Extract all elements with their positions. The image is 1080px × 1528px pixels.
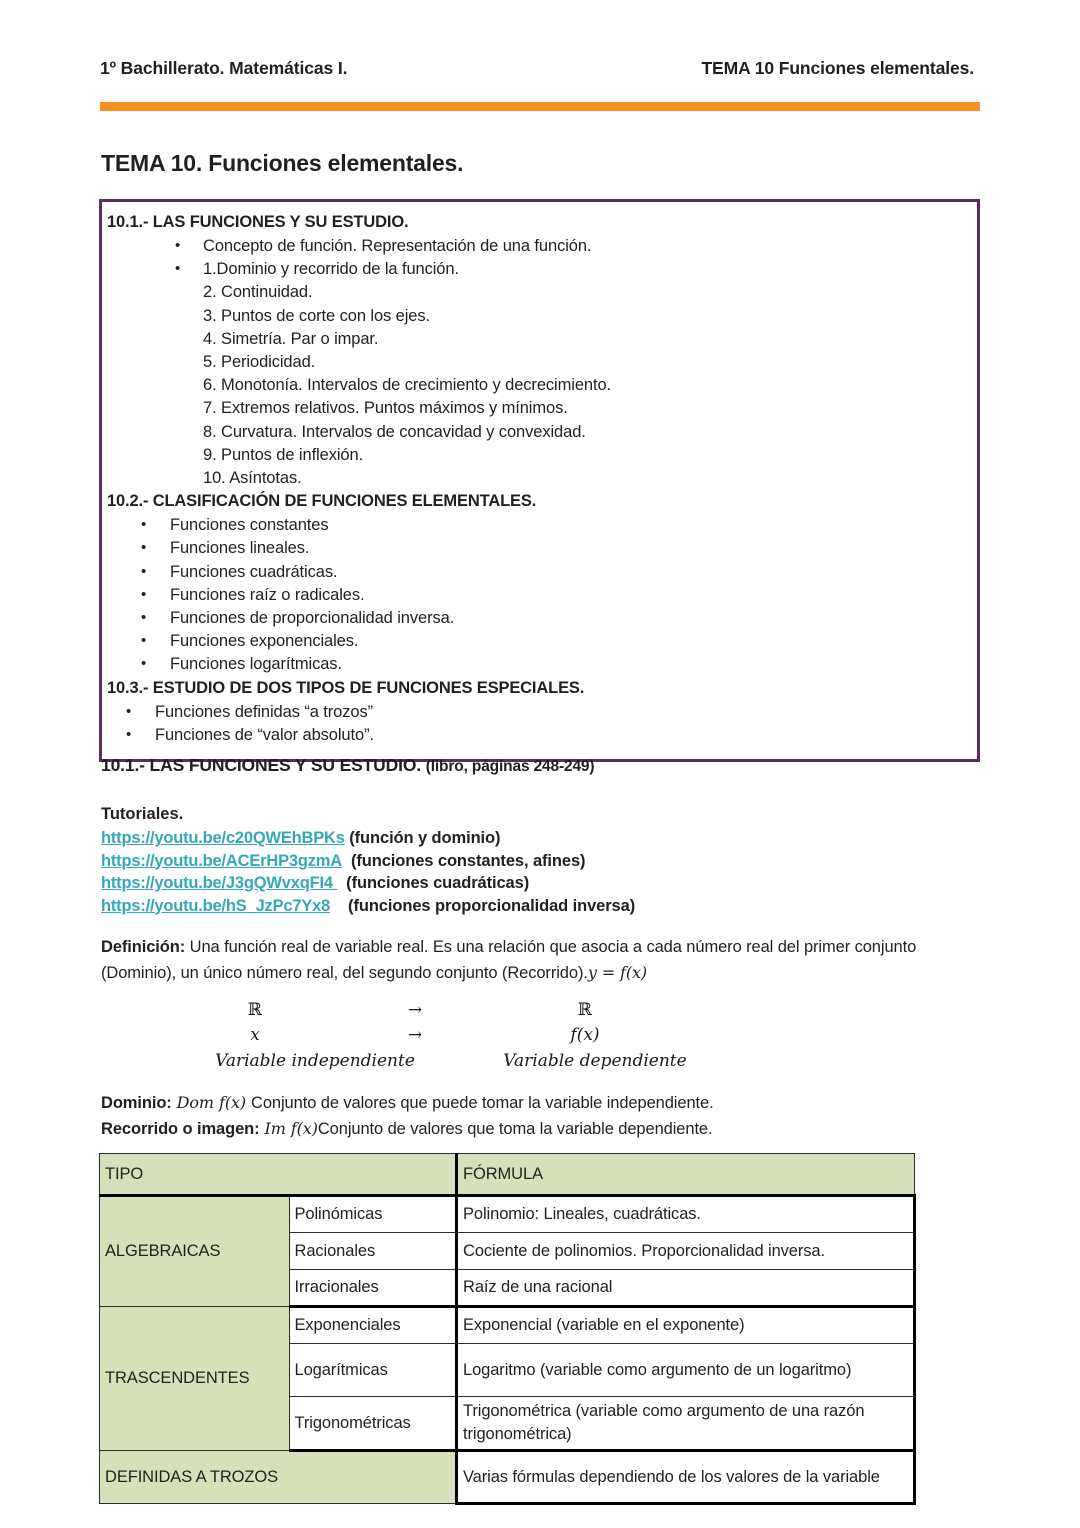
table-cell-subtype: Trigonométricas	[289, 1397, 457, 1451]
header-left-text: 1º Bachillerato. Matemáticas I.	[100, 58, 348, 78]
list-item: • Funciones raíz o radicales.	[102, 584, 977, 607]
list-item: 9. Puntos de inflexión.	[203, 445, 364, 464]
mapping-codomain-set: ℝ	[577, 1000, 593, 1020]
arrow-icon: →	[407, 1025, 423, 1045]
list-item: • Funciones de “valor absoluto”.	[102, 724, 977, 747]
recorrido-text: Conjunto de valores que toma la variable dependiente.	[317, 1120, 713, 1138]
recorrido-label: Recorrido o imagen:	[101, 1120, 260, 1138]
recorrido-line	[101, 1116, 969, 1142]
tutorial-row	[101, 850, 921, 873]
mapping-row-elements	[155, 1023, 715, 1048]
index-list-10-1	[102, 235, 977, 490]
list-item: 8. Curvatura. Intervalos de concavidad y convexidad.	[203, 422, 586, 441]
header-orange-rule	[100, 102, 980, 111]
list-item: 10. Asíntotas.	[203, 469, 302, 488]
definition-paragraph	[101, 935, 969, 986]
index-list-10-3	[102, 701, 977, 747]
tutorial-link[interactable]: https://youtu.be/ACErHP3gzmA	[101, 851, 342, 870]
mapping-label-dependent: Variable dependiente	[503, 1051, 687, 1071]
table-row	[100, 1451, 915, 1504]
table-cell-subtype: Exponenciales	[289, 1307, 457, 1344]
table-cell-formula: Raíz de una racional	[457, 1270, 915, 1307]
table-row	[100, 1196, 915, 1233]
table-header-formula: FÓRMULA	[457, 1154, 915, 1196]
dominio-text: Conjunto de valores que puede tomar la variable independiente.	[251, 1094, 714, 1112]
section-heading-main: 10.1.- LAS FUNCIONES Y SU ESTUDIO.	[101, 755, 426, 775]
table-cell-formula: Varias fórmulas dependiendo de los valores de la variable	[457, 1451, 915, 1504]
list-item: • Funciones constantes	[102, 514, 977, 537]
list-item: • 1.Dominio y recorrido de la función.	[102, 258, 977, 281]
table-cell-formula: Exponencial (variable en el exponente)	[457, 1307, 915, 1344]
running-header	[100, 58, 980, 79]
table-cell-formula: Logaritmo (variable como argumento de un logaritmo)	[457, 1344, 915, 1397]
recorrido-math: Im f(x)	[259, 1119, 318, 1138]
table-header-row	[100, 1154, 915, 1196]
mapping-diagram	[155, 998, 715, 1075]
table-cell-subtype: Racionales	[289, 1233, 457, 1270]
definition-line1: Una función real de variable real. Es una relación que asocia a cada número real del	[185, 938, 800, 956]
definition-line2: primer conjunto (Dominio), un único número real, del segundo conjunto (Recorrido).	[101, 938, 917, 982]
list-item: • Concepto de función. Representación de una función.	[102, 235, 977, 258]
list-item: 4. Simetría. Par o impar.	[203, 329, 379, 348]
table-cell-formula: Polinomio: Lineales, cuadráticas.	[457, 1196, 915, 1233]
tutorial-row	[101, 827, 921, 850]
header-right-text: TEMA 10 Funciones elementales.	[701, 58, 974, 78]
domain-range-block	[101, 1090, 969, 1142]
mapping-element-x: x	[250, 1025, 260, 1045]
definition-formula: y = f(x)	[587, 963, 648, 982]
table-cell-subtype: Irracionales	[289, 1270, 457, 1307]
arrow-icon: →	[407, 1000, 423, 1020]
list-item: 2. Continuidad.	[203, 283, 313, 302]
table-header-tipo: TIPO	[100, 1154, 290, 1196]
index-heading-10-3: 10.3.- ESTUDIO DE DOS TIPOS DE FUNCIONES ESPECIALES.	[107, 678, 585, 697]
list-item: • Funciones de proporcionalidad inversa.	[102, 607, 977, 630]
mapping-labels	[155, 1048, 715, 1075]
tutorials-title: Tutoriales.	[101, 805, 184, 823]
mapping-label-independent: Variable independiente	[215, 1051, 415, 1071]
tutorial-link[interactable]: https://youtu.be/J3gQWvxqFI4	[101, 874, 338, 892]
tutorial-link[interactable]: https://youtu.be/c20QWEhBPKs	[101, 829, 345, 847]
tutorial-row	[101, 895, 921, 918]
table-cell-group-algebraicas: ALGEBRAICAS	[100, 1196, 290, 1307]
list-item: • Funciones definidas “a trozos”	[102, 701, 977, 724]
tutorial-link[interactable]: https://youtu.be/hS_JzPc7Yx8	[101, 896, 331, 915]
table-cell-definidas-spacer	[289, 1451, 457, 1504]
mapping-row-sets	[155, 998, 715, 1023]
dominio-math: Dom f(x)	[171, 1093, 252, 1112]
tutorial-description: (funciones proporcionalidad inversa)	[330, 896, 636, 915]
tutorial-description: (funciones constantes, afines)	[342, 851, 586, 870]
tutorial-row	[101, 872, 921, 895]
index-heading-10-2: 10.2.- CLASIFICACIÓN DE FUNCIONES ELEMENTALES.	[107, 492, 537, 511]
function-classification-table	[99, 1153, 916, 1505]
table-header-tipo-spacer	[289, 1154, 457, 1196]
page-title: TEMA 10. Funciones elementales.	[101, 150, 464, 176]
index-heading-10-1: 10.1.- LAS FUNCIONES Y SU ESTUDIO.	[107, 213, 409, 231]
list-item: • Funciones exponenciales.	[102, 630, 977, 653]
table-cell-subtype: Logarítmicas	[289, 1344, 457, 1397]
list-item: 3. Puntos de corte con los ejes.	[203, 306, 431, 325]
tutorial-description: (función y dominio)	[344, 829, 501, 847]
dominio-line	[101, 1090, 969, 1116]
list-item: • Funciones lineales.	[102, 537, 977, 560]
mapping-domain-set: ℝ	[247, 1000, 263, 1020]
table-row	[100, 1307, 915, 1344]
list-item: • Funciones cuadráticas.	[102, 561, 977, 584]
list-item: 6. Monotonía. Intervalos de crecimiento y decrecimiento.	[203, 376, 612, 395]
index-list-10-2	[102, 514, 977, 676]
table-cell-subtype: Polinómicas	[289, 1196, 457, 1233]
list-item: 7. Extremos relativos. Puntos máximos y mínimos.	[203, 399, 568, 418]
table-cell-formula: Trigonométrica (variable como argumento de una razón trigonométrica)	[457, 1397, 915, 1451]
dominio-label: Dominio:	[101, 1094, 172, 1112]
table-cell-group-trascendentes: TRASCENDENTES	[100, 1307, 290, 1451]
table-cell-formula: Cociente de polinomios. Proporcionalidad inversa.	[457, 1233, 915, 1270]
definition-label: Definición:	[101, 938, 186, 956]
index-box	[99, 199, 980, 762]
mapping-element-fx: f(x)	[570, 1025, 600, 1045]
tutorials-list	[101, 827, 921, 917]
table-cell-group-definidas: DEFINIDAS A TROZOS	[100, 1451, 290, 1504]
section-heading-subnote: (libro, páginas 248-249)	[425, 758, 595, 775]
list-item: 5. Periodicidad.	[203, 353, 316, 372]
tutorial-description: (funciones cuadráticas)	[337, 874, 530, 892]
list-item: • Funciones logarítmicas.	[102, 653, 977, 676]
section-heading-10-1	[101, 755, 594, 776]
